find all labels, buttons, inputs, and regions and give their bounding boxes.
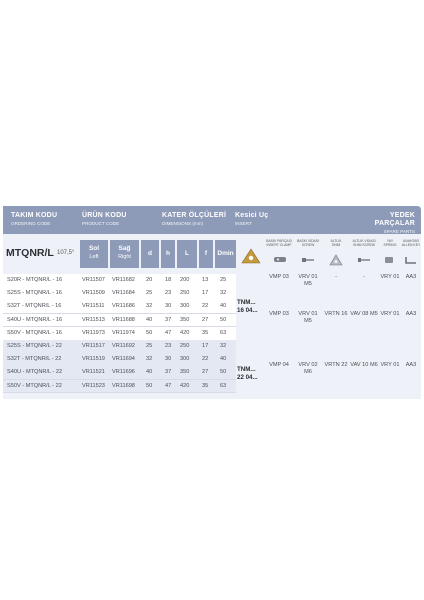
d-value: 50 [146,382,153,389]
table-row [3,274,236,287]
left-code: VR11507 [82,277,105,283]
ordering-code: S50V - MTQNR/L - 22 [7,382,62,389]
spare-label-key: ANAHTAR ALLEN KEY [401,239,421,247]
shim-icon [329,254,343,266]
right-code: VR11974 [112,329,135,336]
shim-screw-icon [357,254,371,266]
spare-parts-header: YEDEK PARÇALAR SPARE PARTS [374,212,415,234]
spare-part-value: VMP 03 [269,274,289,280]
table-row [3,366,236,379]
spare-part-value: AA3 [405,362,417,368]
insert-code: TNM... 16 04... [237,299,258,314]
d-column-header: d [141,240,159,268]
left-code: VR11509 [82,290,105,297]
product-table [3,206,421,399]
spare-part-value: VRV 02 M6 [298,362,318,375]
spare-part-value: AA3 [405,311,417,317]
table-row [3,300,236,313]
f-value: 17 [202,290,209,297]
spare-part-value: VRTN 22 [324,362,348,368]
ordering-code: S25S - MTQNR/L - 16 [7,290,62,297]
right-code: VR11682 [112,277,135,283]
h-value: 23 [165,290,172,297]
insert-code: TNM... 22 04... [237,366,258,381]
table-row [3,314,236,327]
ordering-code: S25S - MTQNR/L - 22 [7,343,62,349]
left-code: VR11513 [82,316,105,323]
right-code: VR11684 [112,290,135,297]
ordering-code: S20R - MTQNR/L - 16 [7,277,63,283]
insert-header: Kesici Uç INSERT [235,212,269,226]
table-row [3,353,236,366]
model-name: MTQNR/L [6,247,54,259]
spare-label-shim: ALTLIK SHIM [330,239,342,247]
ordering-code: S32T - MTQNR/L - 16 [7,303,62,310]
left-code: VR11523 [82,382,105,389]
clamp-icon [272,254,288,266]
product-code-header: ÜRÜN KODU PRODUCT CODE [82,212,127,226]
L-value: 250 [180,290,190,297]
dmin-column-header: Dmin [215,240,236,268]
right-code: VR11694 [112,356,135,363]
h-column-header: h [161,240,175,268]
dmin-value: 50 [220,369,227,376]
spare-part-value: VRV 01 M5 [298,311,318,324]
f-value: 17 [202,343,209,349]
left-code: VR11517 [82,343,105,349]
right-code: VR11688 [112,316,135,323]
dmin-value: 50 [220,316,227,323]
d-value: 50 [146,329,153,336]
table-row [3,380,236,393]
table-header [3,206,421,234]
h-value: 47 [165,382,172,389]
right-column-header: Sağ Right [110,240,139,268]
dmin-value: 63 [220,329,227,336]
f-value: 13 [202,277,209,283]
h-value: 37 [165,369,172,376]
spare-label-screw: BASKI VİDASI SCREW [296,239,320,247]
dmin-value: 25 [220,277,227,283]
ordering-code-header: TAKIM KODU ORDERING CODE [11,212,58,226]
dmin-value: 32 [220,343,227,349]
left-code: VR11519 [82,356,105,363]
f-value: 27 [202,316,209,323]
L-value: 300 [180,303,190,310]
ordering-code: S50V - MTQNR/L - 16 [7,329,62,336]
L-value: 350 [180,369,190,376]
f-value: 35 [202,329,209,336]
screw-icon [301,254,315,266]
ordering-code: S32T - MTQNR/L - 22 [7,356,62,363]
spare-label-spring: YAY SPRING [383,239,397,247]
spare-part-value: - [335,274,337,280]
L-value: 200 [180,277,190,283]
f-value: 27 [202,369,209,376]
spare-part-value: VRV 01 M5 [298,274,318,287]
left-column-header: Sol Left [80,240,108,268]
spare-label-shim-screw: ALTLIK VİDASI SHIM SCREW [352,239,376,247]
spare-part-value: VMP 04 [269,362,289,368]
model-angle: 107,5° [57,250,75,256]
spare-part-value: VRY 01 [380,311,400,317]
dmin-value: 40 [220,356,227,363]
d-value: 32 [146,356,153,363]
dmin-value: 63 [220,382,227,389]
d-value: 40 [146,369,153,376]
spare-part-value: VMP 03 [269,311,289,317]
L-value: 420 [180,329,190,336]
allen-key-icon [404,254,418,266]
spare-part-value: - [363,274,365,280]
h-value: 37 [165,316,172,323]
L-value: 350 [180,316,190,323]
f-value: 22 [202,303,209,310]
d-value: 25 [146,290,153,297]
right-code: VR11696 [112,369,135,376]
table-row [3,287,236,300]
f-value: 22 [202,356,209,363]
left-code: VR11511 [82,303,105,310]
spring-icon [383,254,395,266]
h-value: 30 [165,303,172,310]
spare-part-value: VRY 01 [380,274,400,280]
L-column-header: L [177,240,197,268]
right-code: VR11692 [112,343,135,349]
right-code: VR11698 [112,382,135,389]
f-value: 35 [202,382,209,389]
d-value: 40 [146,316,153,323]
h-value: 47 [165,329,172,336]
L-value: 300 [180,356,190,363]
right-code: VR11686 [112,303,135,310]
spare-part-value: VAV 08 M5 [350,311,378,317]
h-value: 23 [165,343,172,349]
table-row [3,327,236,340]
dimensions-header: KATER ÖLÇÜLERİ DIMENSIONS (mm) [162,212,227,226]
d-value: 32 [146,303,153,310]
spare-label-clamp: BASKI PARÇASI INSERT CLAMP [266,239,292,247]
left-code: VR11521 [82,369,105,376]
h-value: 30 [165,356,172,363]
dmin-value: 32 [220,290,227,297]
d-value: 20 [146,277,153,283]
spare-part-value: VAV 10 M6 [350,362,378,368]
ordering-code: S40U - MTQNR/L - 16 [7,316,63,323]
L-value: 250 [180,343,190,349]
d-value: 25 [146,343,153,349]
row-separator [3,392,236,393]
h-value: 18 [165,277,172,283]
L-value: 420 [180,382,190,389]
spare-part-value: AA3 [405,274,417,280]
dmin-value: 40 [220,303,227,310]
spare-part-value: VRTN 16 [324,311,348,317]
f-column-header: f [199,240,213,268]
spare-part-value: VRY 01 [380,362,400,368]
table-row [3,340,236,353]
ordering-code: S40U - MTQNR/L - 22 [7,369,63,376]
left-code: VR11973 [82,329,105,336]
triangle-insert-icon [241,248,261,264]
